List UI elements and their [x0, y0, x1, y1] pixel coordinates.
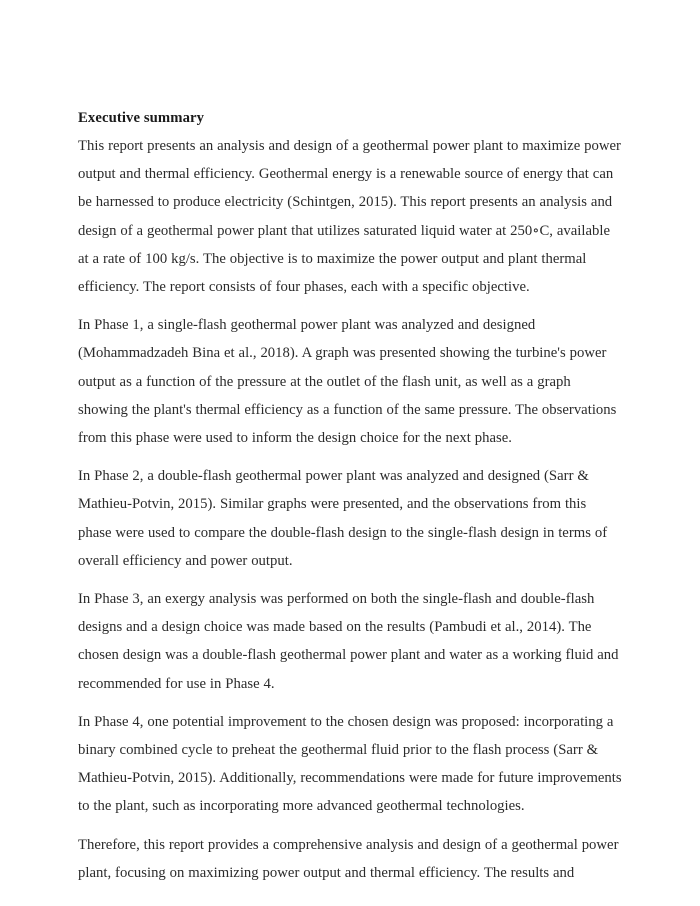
- paragraph-intro: This report presents an analysis and design of a geothermal power plant to maximize power output and thermal efficiency. Geothermal energy is a renewable source of energy that can be harnessed to produce electricity (Schintgen, 2015). This report presents an analysis and design of a geothermal power plant that utilizes saturated liquid water at 250∘C, available at a rate of 100 kg/s. The objective is to maximize the power output and plant thermal efficiency. The report consists of four phases, each with a specific objective.: [78, 138, 621, 296]
- paragraph-phase-4: In Phase 4, one potential improvement to the chosen design was proposed: incorporating a binary combined cycle to preheat the geothermal fluid prior to the flash process (Sarr & Mathieu-Potvin, 2015). Additionally, recommendations were made for future improvements to the plant, such as incorporating more advanced geothermal technologies.: [78, 713, 622, 815]
- paragraph-phase-1: In Phase 1, a single-flash geothermal power plant was analyzed and designed (Mohammadzadeh Bina et al., 2018). A graph was presented showing the turbine's power output as a function of the pressure at the outlet of the flash unit, as well as a graph showing the plant's thermal efficiency as a function of the same pressure. The observations from this phase were used to inform the design choice for the next phase.: [78, 317, 617, 447]
- paragraph-phase-3: In Phase 3, an exergy analysis was performed on both the single-flash and double-flash designs and a design choice was made based on the results (Pambudi et al., 2014). The chosen design was a double-flash geothermal power plant and water as a working fluid and recommended for use in Phase 4.: [78, 591, 619, 692]
- paragraph-conclusion: Therefore, this report provides a comprehensive analysis and design of a geothermal power plant, focusing on maximizing power output and thermal efficiency. The results and: [78, 836, 619, 881]
- document-body: [78, 104, 623, 887]
- page-title: Executive summary: [78, 110, 205, 126]
- paragraph-phase-2: In Phase 2, a double-flash geothermal power plant was analyzed and designed (Sarr & Mathieu-Potvin, 2015). Similar graphs were presented, and the observations from this phase were used to compare the double-flash design to the single-flash design in terms of overall efficiency and power output.: [78, 468, 608, 569]
